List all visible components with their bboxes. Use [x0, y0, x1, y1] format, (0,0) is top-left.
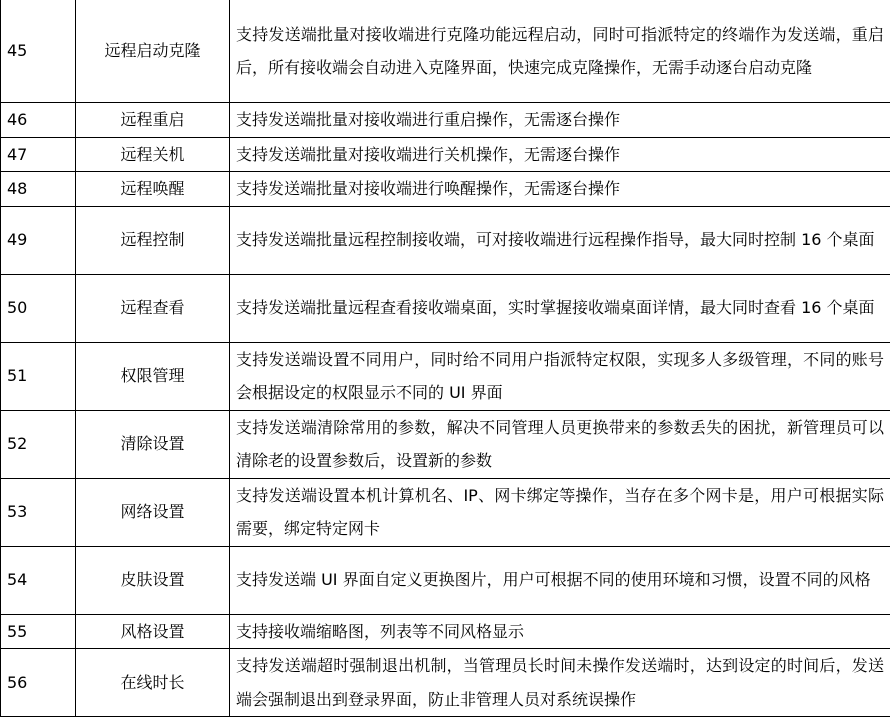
row-number: 46: [1, 103, 76, 138]
feature-name: 远程关机: [76, 137, 230, 172]
table-row: [1, 103, 890, 138]
feature-description: 支持发送端设置本机计算机名、IP、网卡绑定等操作，当存在多个网卡是，用户可根据实际需要，绑定特定网卡: [230, 478, 890, 546]
feature-name: 权限管理: [76, 342, 230, 410]
row-number: 56: [1, 649, 76, 717]
table-row: [1, 649, 890, 717]
feature-description: 支持发送端清除常用的参数，解决不同管理人员更换带来的参数丢失的困扰，新管理员可以清除老的设置参数后，设置新的参数: [230, 410, 890, 478]
table-row: [1, 172, 890, 207]
feature-description: 支持发送端批量对接收端进行关机操作，无需逐台操作: [230, 137, 890, 172]
feature-description: 支持发送端批量对接收端进行重启操作，无需逐台操作: [230, 103, 890, 138]
feature-name: 清除设置: [76, 410, 230, 478]
table-row: [1, 206, 890, 274]
table-row: [1, 137, 890, 172]
feature-name: 远程重启: [76, 103, 230, 138]
table-row: [1, 410, 890, 478]
feature-description: 支持接收端缩略图，列表等不同风格显示: [230, 614, 890, 649]
row-number: 47: [1, 137, 76, 172]
row-number: 53: [1, 478, 76, 546]
row-number: 52: [1, 410, 76, 478]
row-number: 50: [1, 274, 76, 342]
table-row: [1, 342, 890, 410]
feature-description: 支持发送端超时强制退出机制，当管理员长时间未操作发送端时，达到设定的时间后，发送端会强制退出到登录界面，防止非管理人员对系统误操作: [230, 649, 890, 717]
row-number: 48: [1, 172, 76, 207]
feature-name: 皮肤设置: [76, 546, 230, 614]
feature-name: 远程查看: [76, 274, 230, 342]
feature-name: 网络设置: [76, 478, 230, 546]
feature-name: 远程控制: [76, 206, 230, 274]
feature-description: 支持发送端批量对接收端进行唤醒操作，无需逐台操作: [230, 172, 890, 207]
feature-description: 支持发送端 UI 界面自定义更换图片，用户可根据不同的使用环境和习惯，设置不同的风格: [230, 546, 890, 614]
row-number: 54: [1, 546, 76, 614]
feature-name: 风格设置: [76, 614, 230, 649]
feature-name: 远程唤醒: [76, 172, 230, 207]
table-row: [1, 274, 890, 342]
row-number: 45: [1, 0, 76, 103]
table-row: [1, 478, 890, 546]
row-number: 49: [1, 206, 76, 274]
table-row: [1, 0, 890, 103]
table-row: [1, 614, 890, 649]
feature-name: 在线时长: [76, 649, 230, 717]
feature-description: 支持发送端批量对接收端进行克隆功能远程启动，同时可指派特定的终端作为发送端，重启后，所有接收端会自动进入克隆界面，快速完成克隆操作，无需手动逐台启动克隆: [230, 0, 890, 103]
row-number: 55: [1, 614, 76, 649]
feature-description: 支持发送端批量远程查看接收端桌面，实时掌握接收端桌面详情，最大同时查看 16 个桌面: [230, 274, 890, 342]
feature-description: 支持发送端设置不同用户，同时给不同用户指派特定权限，实现多人多级管理，不同的账号会根据设定的权限显示不同的 UI 界面: [230, 342, 890, 410]
row-number: 51: [1, 342, 76, 410]
feature-description: 支持发送端批量远程控制接收端，可对接收端进行远程操作指导，最大同时控制 16 个桌面: [230, 206, 890, 274]
table-row: [1, 546, 890, 614]
feature-name: 远程启动克隆: [76, 0, 230, 103]
